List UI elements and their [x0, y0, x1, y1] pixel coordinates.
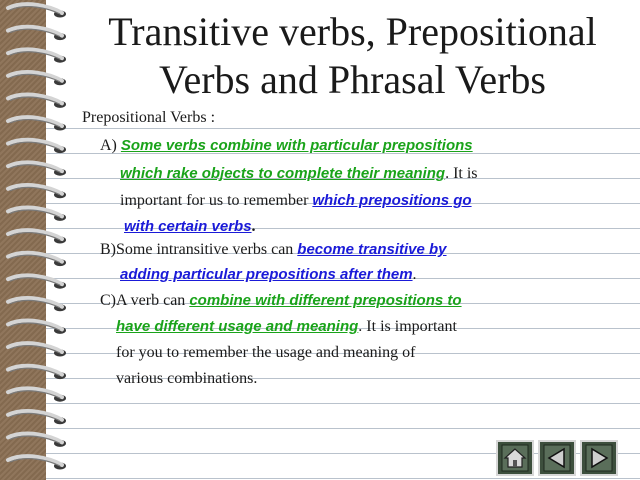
home-icon: [501, 444, 529, 472]
slide-title: [80, 8, 625, 104]
highlight-green: Some verbs combine with particular prepositions: [120, 137, 473, 154]
spiral-ring: [8, 321, 66, 334]
heading-line: [82, 105, 215, 130]
point-a-line-4: with certain verbs.: [124, 218, 256, 235]
spiral-ring: [8, 140, 66, 153]
spiral-binding: [0, 0, 80, 480]
spiral-ring: [8, 117, 66, 130]
next-button[interactable]: [580, 440, 618, 476]
point-c-line-3: for you to remember the usage and meaning of: [116, 344, 416, 361]
spiral-ring: [8, 434, 66, 447]
spiral-ring: [8, 275, 66, 288]
spiral-ring: [8, 411, 66, 424]
highlight-blue: adding particular prepositions after them: [120, 266, 413, 283]
section-heading: Prepositional Verbs :: [82, 109, 216, 126]
point-b-line-2: adding particular prepositions after them.: [120, 266, 417, 283]
highlight-green: combine with different prepositions to: [189, 292, 462, 309]
point-c-line-1: C)A verb can combine with different prepositions to: [100, 292, 462, 309]
point-c-line-2: have different usage and meaning. It is important: [116, 318, 457, 335]
previous-button[interactable]: [538, 440, 576, 476]
spiral-ring: [8, 4, 66, 17]
highlight-blue: which prepositions go: [312, 192, 472, 209]
spiral-ring: [8, 456, 66, 469]
point-b-line-1: B)Some intransitive verbs can become transitive by: [100, 241, 447, 258]
spiral-ring: [8, 388, 66, 401]
spiral-ring: [8, 208, 66, 221]
spiral-ring: [8, 366, 66, 379]
point-c-line-4: various combinations.: [116, 370, 258, 387]
spiral-ring: [8, 49, 66, 62]
spiral-ring: [8, 298, 66, 311]
spiral-ring: [8, 95, 66, 108]
spiral-ring: [8, 343, 66, 356]
spiral-ring: [8, 230, 66, 243]
title-line-1: Transitive verbs, Prepositional: [108, 9, 597, 54]
highlight-green: which rake objects to complete their meaning: [120, 165, 446, 182]
home-button[interactable]: [496, 440, 534, 476]
triangle-left-icon: [543, 444, 571, 472]
spiral-ring: [8, 185, 66, 198]
title-line-2: Verbs and Phrasal Verbs: [159, 57, 546, 102]
highlight-blue: become transitive by: [297, 241, 447, 258]
triangle-right-icon: [585, 444, 613, 472]
spiral-ring: [8, 253, 66, 266]
spiral-ring: [8, 162, 66, 175]
point-a-line-2: which rake objects to complete their meaning. It is: [120, 165, 478, 182]
point-a-line-3: important for us to remember which prepositions go: [120, 192, 472, 209]
highlight-blue: with certain verbs: [124, 218, 252, 235]
point-a-line-1: A) Some verbs combine with particular prepositions: [100, 137, 473, 154]
spiral-ring: [8, 72, 66, 85]
highlight-green: have different usage and meaning: [116, 318, 359, 335]
spiral-ring: [8, 27, 66, 40]
